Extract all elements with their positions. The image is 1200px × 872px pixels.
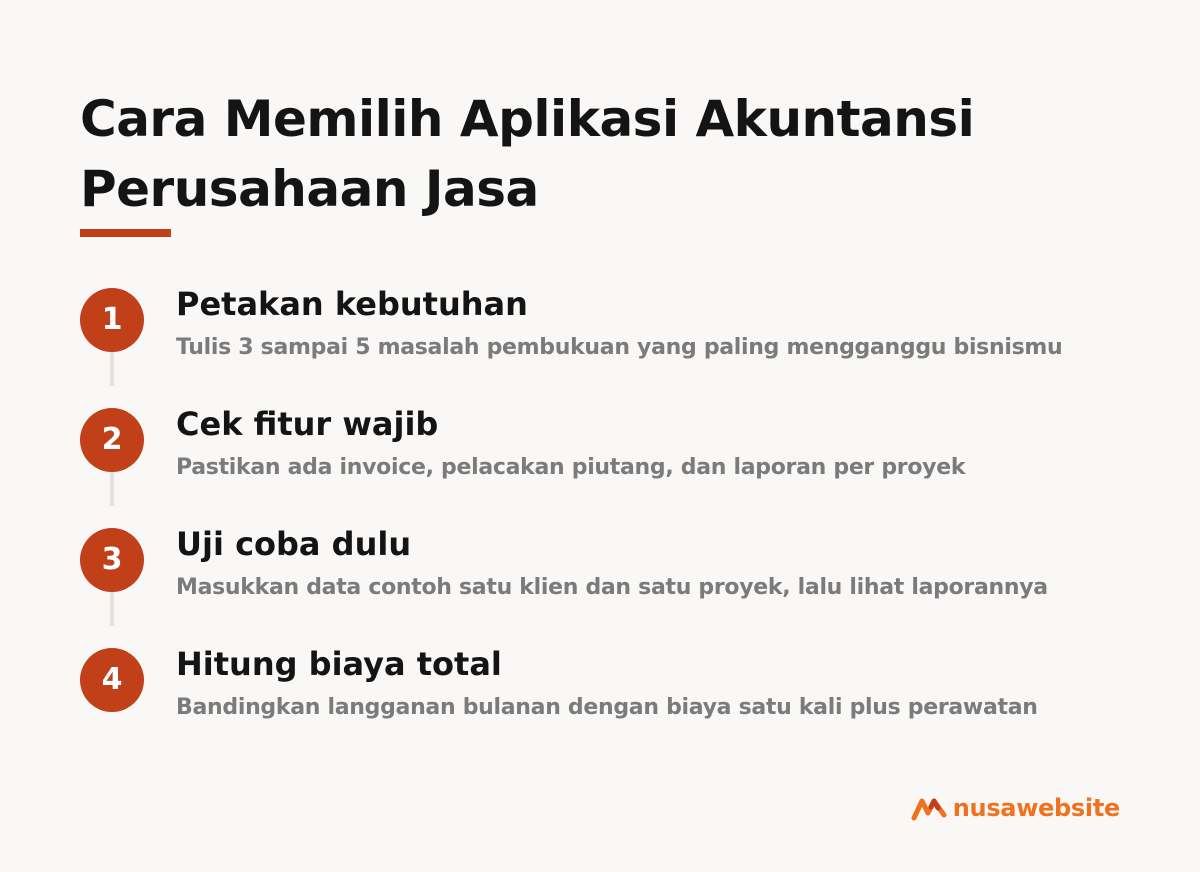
page-title	[80, 84, 1120, 224]
step-title: Hitung biaya total	[176, 645, 502, 683]
step-description: Bandingkan langganan bulanan dengan biaya satu kali plus perawatan	[176, 695, 1038, 720]
step-description: Pastikan ada invoice, pelacakan piutang, dan laporan per proyek	[176, 455, 966, 480]
step-description: Tulis 3 sampai 5 masalah pembukuan yang paling mengganggu bisnismu	[176, 335, 1063, 360]
step-item	[80, 645, 1140, 768]
page-title-line-2: Perusahaan Jasa	[80, 160, 539, 218]
brand-logo	[911, 794, 1120, 822]
step-title: Cek fitur wajib	[176, 405, 439, 443]
step-number-badge: 3	[80, 528, 144, 592]
steps-list	[80, 285, 1140, 768]
step-number-badge: 2	[80, 408, 144, 472]
step-title: Uji coba dulu	[176, 525, 412, 563]
title-underline	[80, 229, 171, 237]
step-connector	[110, 350, 114, 386]
step-connector	[110, 590, 114, 626]
step-item	[80, 285, 1140, 408]
brand-name: nusawebsite	[952, 794, 1120, 822]
page-title-line-1: Cara Memilih Aplikasi Akuntansi	[80, 90, 975, 148]
step-connector	[110, 470, 114, 506]
step-title: Petakan kebutuhan	[176, 285, 528, 323]
step-number-badge: 4	[80, 648, 144, 712]
zigzag-logo-icon	[911, 794, 947, 822]
step-number-badge: 1	[80, 288, 144, 352]
step-item	[80, 405, 1140, 528]
step-item	[80, 525, 1140, 648]
step-description: Masukkan data contoh satu klien dan satu proyek, lalu lihat laporannya	[176, 575, 1048, 600]
